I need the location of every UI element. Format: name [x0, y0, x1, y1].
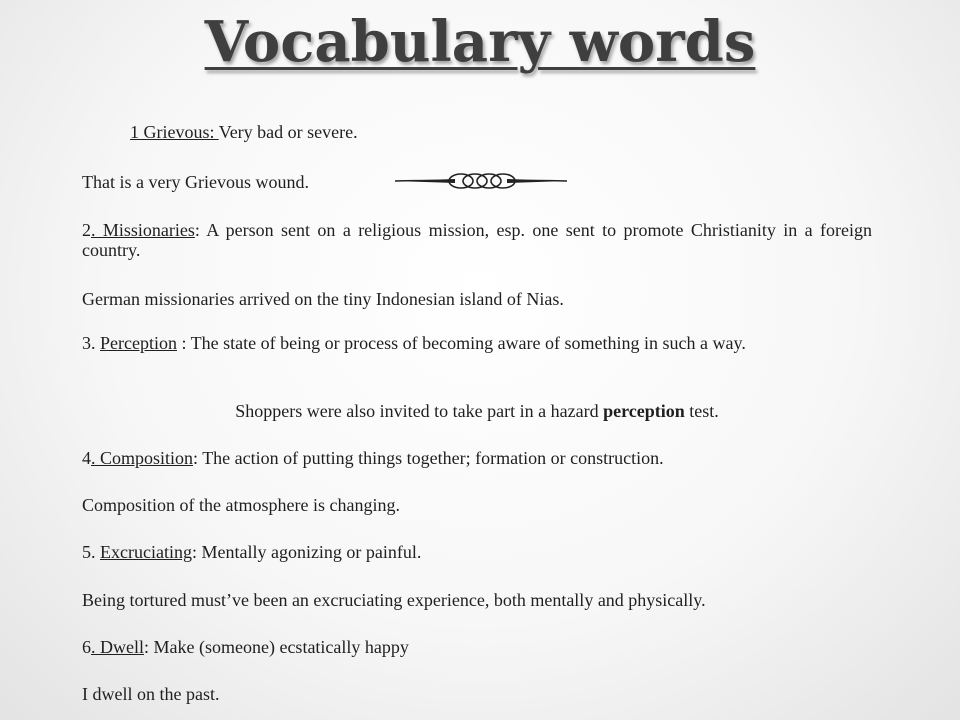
entry-3-example — [82, 401, 872, 421]
entry-6-definition — [82, 637, 872, 657]
entry-3-example-bold: perception — [603, 401, 685, 421]
entry-2-definition — [82, 220, 872, 260]
entry-5-example: Being tortured must’ve been an excruciating experience, both mentally and physically. — [82, 590, 706, 610]
entry-5-term: Excruciating — [100, 542, 192, 562]
entry-3-definition-text: : The state of being or process of becoming aware of something in such a way. — [176, 333, 746, 353]
entry-4-definition — [82, 448, 872, 468]
entry-3-term: Perception — [100, 333, 177, 353]
slide-title: Vocabulary words — [204, 9, 756, 75]
entry-4-example: Composition of the atmosphere is changing. — [82, 495, 400, 515]
entry-3-example-after: test. — [684, 401, 719, 421]
entry-6-term: . Dwell — [91, 637, 144, 657]
entry-6-number: 6 — [82, 637, 91, 657]
entry-5-number: 5. — [82, 542, 100, 562]
entry-3-example-before: Shoppers were also invited to take part in a hazard — [235, 401, 604, 421]
entry-1-term — [130, 122, 219, 142]
entry-3-definition — [82, 333, 872, 353]
entry-5-definition — [82, 542, 872, 562]
entry-4-number: 4 — [82, 448, 91, 468]
entry-3-number: 3. — [82, 333, 100, 353]
entry-2-definition-text: : A person sent on a religious mission, esp. one sent to promote Christianity in a foreign country. — [82, 220, 872, 260]
entry-4-term: . Composition — [91, 448, 194, 468]
entry-1-term-text: Grievous: — [143, 122, 215, 142]
entry-2-number: 2 — [82, 220, 91, 240]
entry-1-example: That is a very Grievous wound. — [82, 172, 309, 192]
entry-1-definition — [82, 122, 872, 142]
entry-1-definition-text: Very bad or severe. — [218, 122, 358, 142]
entry-2-example: German missionaries arrived on the tiny Indonesian island of Nias. — [82, 289, 564, 309]
entry-4-definition-text: : The action of putting things together; formation or construction. — [193, 448, 664, 468]
entry-2-term: . Missionaries — [91, 220, 195, 240]
entry-6-definition-text: : Make (someone) ecstatically happy — [144, 637, 409, 657]
entry-1-number: 1 — [130, 122, 139, 142]
entry-5-definition-text: : Mentally agonizing or painful. — [191, 542, 422, 562]
entry-6-example: I dwell on the past. — [82, 684, 220, 704]
